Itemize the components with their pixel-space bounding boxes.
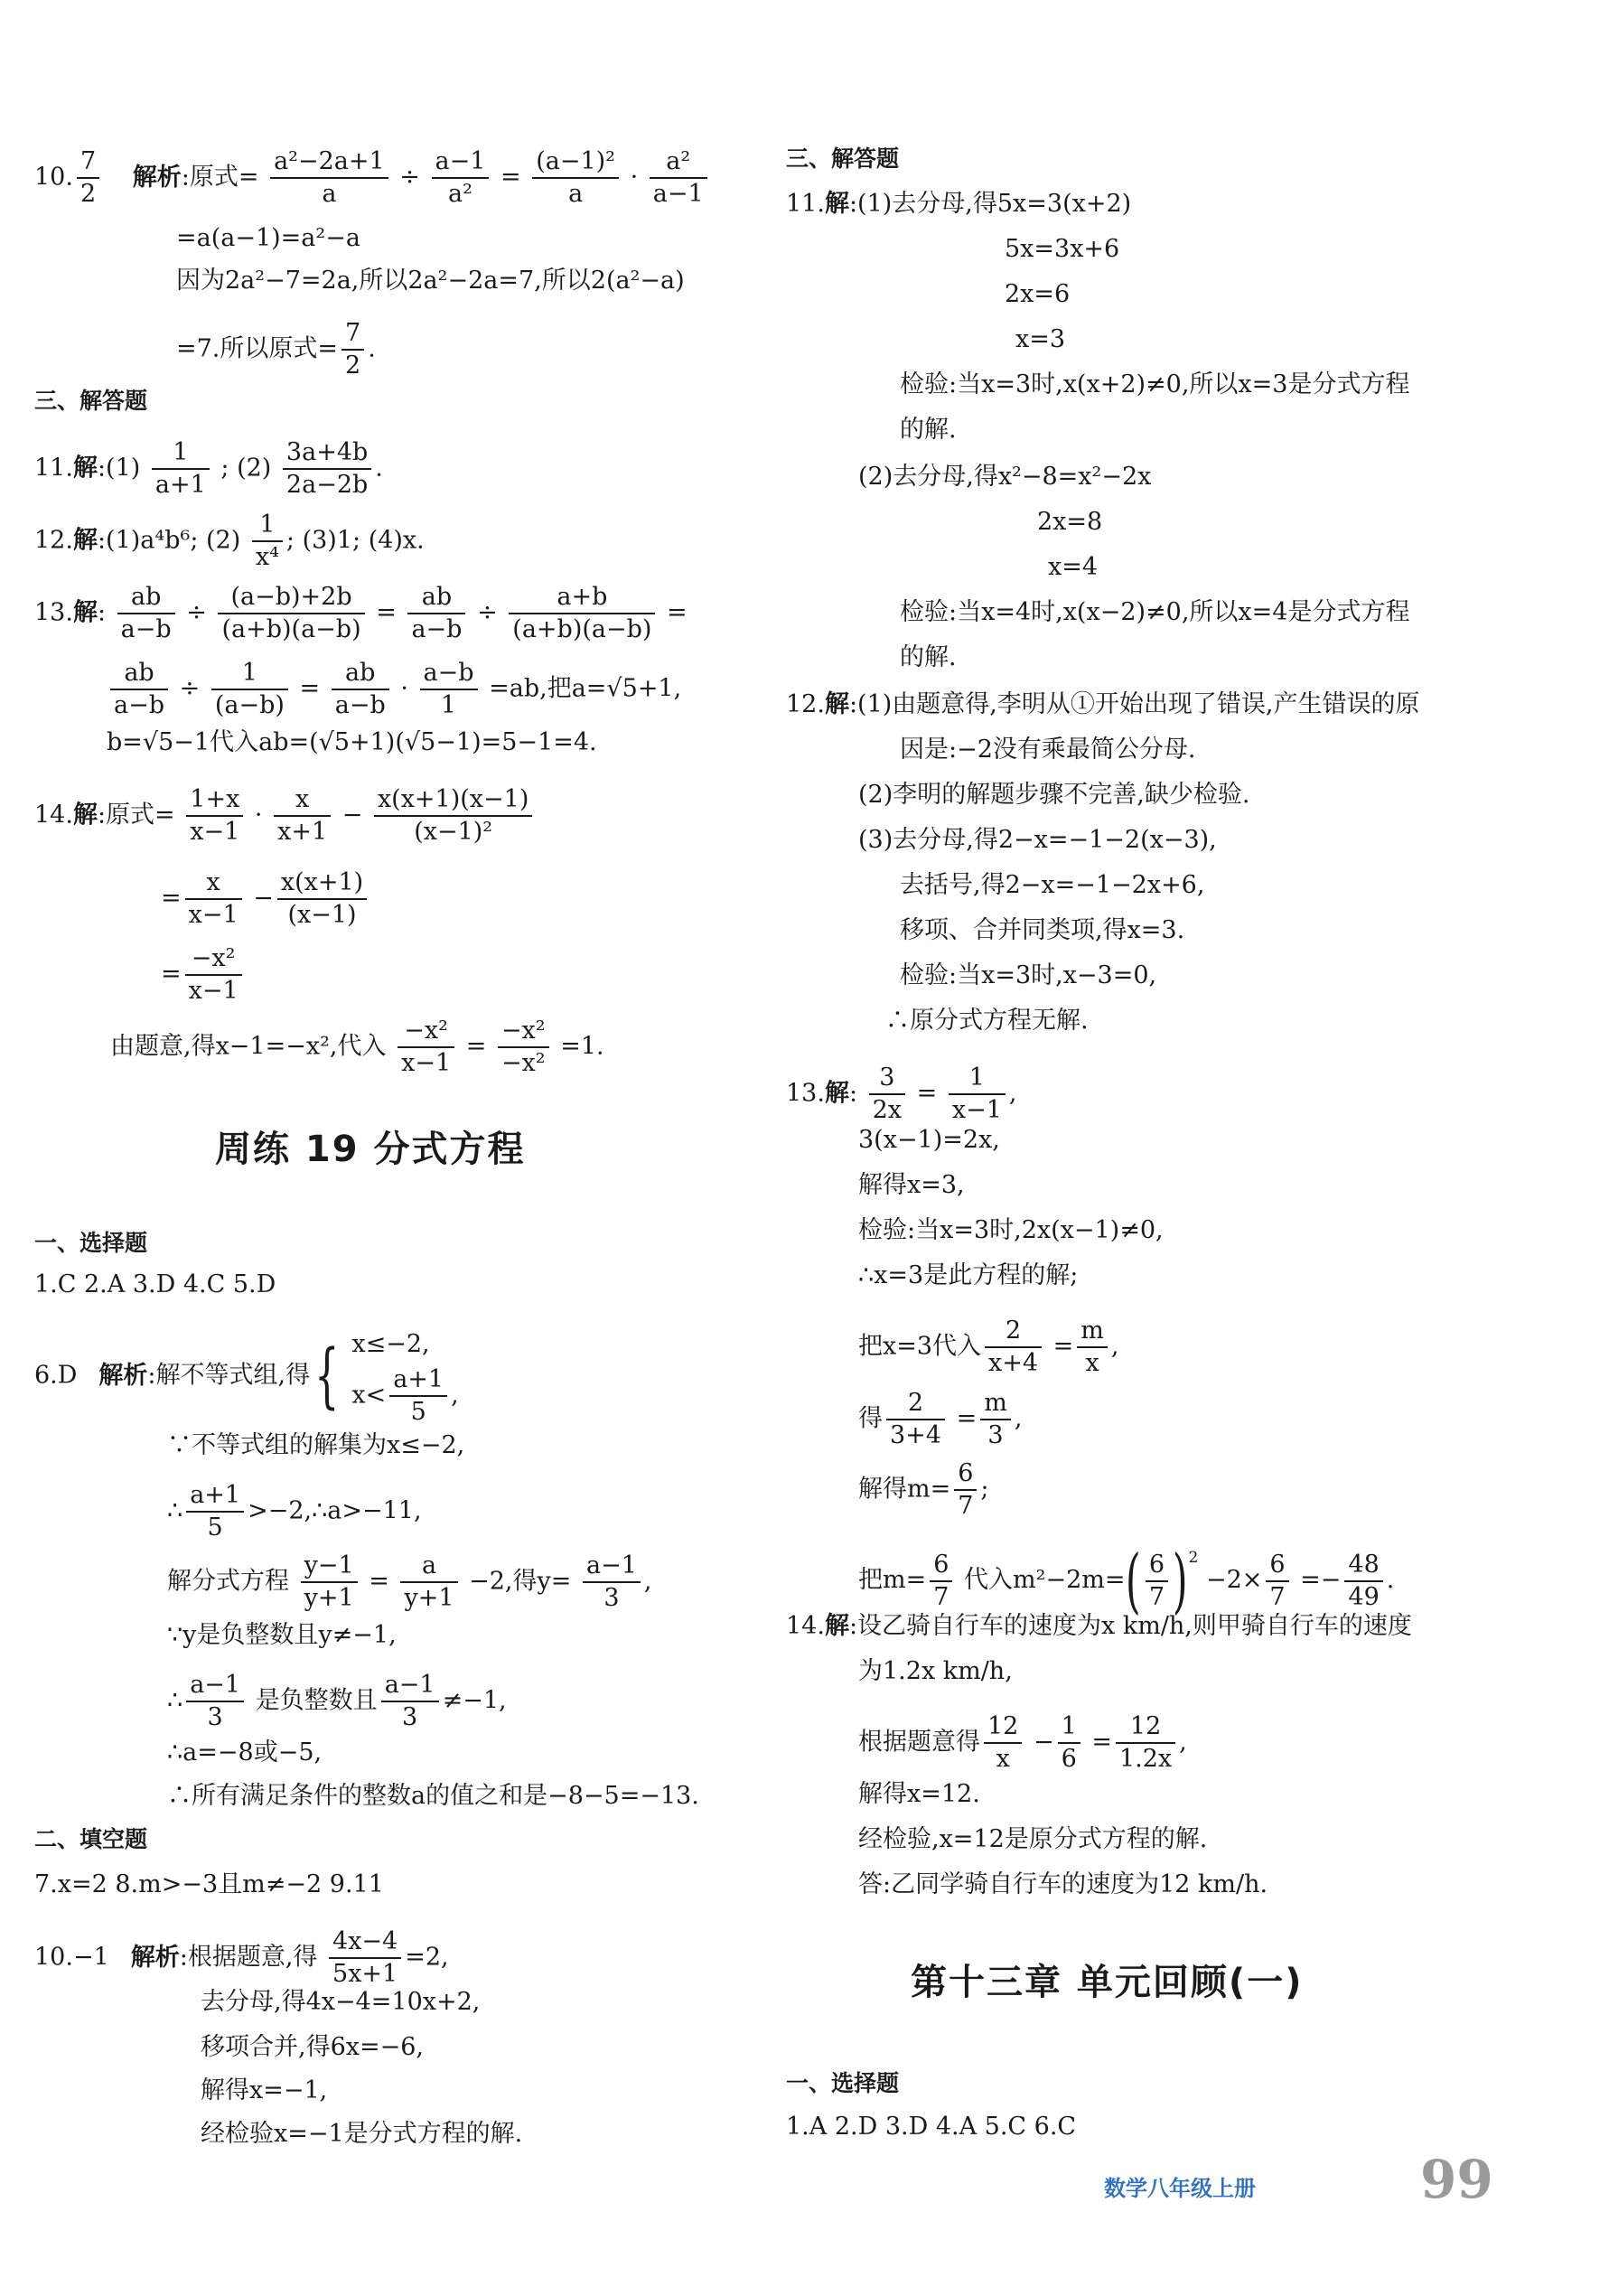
r-q11-l4: x=3 (1015, 325, 1066, 353)
r-q14-l5: 经检验,x=12是原分式方程的解. (858, 1825, 1208, 1853)
r-q12-l4: (3)去分母,得2−x=−1−2(x−3), (858, 826, 1217, 854)
r-q11-l9: x=4 (1048, 553, 1099, 581)
r-q12-l3: (2)李明的解题步骤不完善,缺少检验. (858, 781, 1250, 809)
r-q11-l1: 11.解:(1)去分母,得5x=3(x+2) (786, 190, 1132, 218)
r-q11-l6: 的解. (900, 416, 957, 444)
q6-line3: ∴ $\frac{a+1}{5}$ >−2,∴a>−11, (167, 1481, 422, 1542)
choice-answers-right: 1.A 2.D 3.D 4.A 5.C 6.C (786, 2113, 1077, 2141)
r-q11-l8: 2x=8 (1037, 508, 1103, 536)
q6-line6: ∴ $\frac{a-1}{3}$ 是负整数且 $\frac{a-1}{3}$ ≠−1, (167, 1671, 507, 1731)
section-heading-answers-right: 三、解答题 (786, 145, 900, 172)
q6-line5: ∵y是负整数且y≠−1, (167, 1621, 397, 1649)
q6-line8: ∴所有满足条件的整数a的值之和是−8−5=−13. (167, 1782, 699, 1810)
r-q13-l8: 解得m= $\frac{6}{7}$ ; (858, 1459, 989, 1520)
r-q12-l1: 12.解:(1)由题意得,李明从①开始出现了错误,产生错误的原 (786, 690, 1420, 718)
q14-line2: = $\frac{x}{x-1}$ − $\frac{x(x+1)}{(x-1)}$ (161, 867, 370, 931)
r-q13-l7: 得 $\frac{2}{3+4}$ = $\frac{m}{3}$ , (858, 1389, 1023, 1449)
q13-line3: b=√5−1代入ab=(√5+1)(√5−1)=5−1=4. (107, 728, 597, 756)
fill-answers: 7.x=2 8.m>−3且m≠−2 9.11 (34, 1870, 384, 1898)
section-title-unit-review: 第十三章 单元回顾(一) (911, 1962, 1304, 2003)
q13-line1: 13.解: $\frac{ab}{a-b}$ ÷ $\frac{(a-b)+2b}{(a+b)(a-b)}$ = $\frac{ab}{a-b}$ ÷ $\frac{a+b}{(a+b)(a-b)}$ = (34, 583, 688, 643)
r-q13-l9: 把m= $\frac{6}{7}$ 代入m²−2m=( $\frac{6}{7}$ )$^2$ −2× $\frac{6}{7}$ =− $\frac{48}{49}$ . (858, 1540, 1395, 1622)
q10-line3: 因为2a²−7=2a,所以2a²−2a=7,所以2(a²−a) (176, 267, 685, 295)
r-q14-l6: 答:乙同学骑自行车的速度为12 km/h. (858, 1870, 1268, 1898)
r-q13-l3: 解得x=3, (858, 1171, 965, 1199)
q10-line1: 10. $\frac{7}{2}$ 解析:原式= $\frac{\text{a²−2a+1}}{a}$ ÷ $\frac{a-1}{\text{a²}}$ = $\frac{\text{(a−1)²}}{a}$ · $\frac{\text{a²}}{a-1}$ (34, 146, 711, 210)
q13-line2: $\frac{ab}{a-b}$ ÷ $\frac{1}{(a-b)}$ = $\frac{ab}{a-b}$ · $\frac{a-b}{1}$ =ab,把a=√5+1, (107, 658, 681, 721)
r-q11-l3: 2x=6 (1005, 280, 1071, 308)
q10-fill-line2: 去分母,得4x−4=10x+2, (201, 1988, 481, 2016)
r-q13-l1: 13.解: $\frac{3}{2x}$ = $\frac{1}{x-1}$ , (786, 1064, 1017, 1124)
r-q11-l5: 检验:当x=3时,x(x+2)≠0,所以x=3是分式方程 (900, 370, 1410, 398)
r-q14-l2: 为1.2x km/h, (858, 1657, 1013, 1685)
section-heading-answers: 三、解答题 (34, 388, 148, 414)
q10-fill-line1: 10.−1 解析:根据题意,得 $\frac{4x-4}{5x+1}$ =2, (34, 1927, 449, 1988)
r-q13-l4: 检验:当x=3时,2x(x−1)≠0, (858, 1216, 1164, 1244)
r-q12-l8: ∴原分式方程无解. (885, 1007, 1089, 1035)
q12-answer: 12.解:(1)a⁴b⁶; (2) $\frac{1}{\text{x⁴}}$ ; (3)1; (4)x. (34, 511, 425, 571)
r-q14-l4: 解得x=12. (858, 1780, 980, 1808)
r-q12-l2: 因是:−2没有乘最简公分母. (900, 736, 1196, 764)
r-q11-l10: 检验:当x=4时,x(x−2)≠0,所以x=4是分式方程 (900, 598, 1410, 626)
section-heading-choice: 一、选择题 (34, 1230, 148, 1256)
q6-line4: 解分式方程 $\frac{y-1}{y+1}$ = $\frac{a}{y+1}$ −2,得y= $\frac{a-1}{3}$ , (167, 1551, 652, 1612)
section-heading-choice-right: 一、选择题 (786, 2070, 900, 2096)
r-q14-l1: 14.解:设乙骑自行车的速度为x km/h,则甲骑自行车的速度 (786, 1612, 1412, 1640)
r-q12-l6: 移项、合并同类项,得x=3. (900, 916, 1185, 944)
r-q11-l11: 的解. (900, 643, 957, 671)
q14-line1: 14.解:原式= $\frac{1+x}{x-1}$ · $\frac{x}{x+1}$ − $\frac{x(x+1)(x-1)}{\text{(x−1)²}}$ (34, 784, 536, 848)
choice-answers: 1.C 2.A 3.D 4.C 5.D (34, 1270, 276, 1298)
q14-line4: 由题意,得x−1=−x²,代入 $\frac{\text{−x²}}{x-1}$ = $\frac{\text{−x²}}{\text{−x²}}$ =1. (110, 1017, 604, 1077)
q10-fill-line4: 解得x=−1, (201, 2076, 328, 2104)
r-q11-l7: (2)去分母,得x²−8=x²−2x (858, 463, 1152, 491)
section-heading-fill: 二、填空题 (34, 1826, 148, 1852)
r-q12-l7: 检验:当x=3时,x−3=0, (900, 961, 1157, 989)
footer-book-title: 数学八年级上册 (1104, 2176, 1256, 2201)
q6-line2: ∵不等式组的解集为x≤−2, (167, 1431, 465, 1459)
r-q12-l5: 去括号,得2−x=−1−2x+6, (900, 871, 1205, 899)
section-title-weekly-19: 周练 19 分式方程 (215, 1129, 526, 1170)
q10-fill-line5: 经检验x=−1是分式方程的解. (201, 2120, 523, 2148)
r-q14-l3: 根据题意得 $\frac{12}{x}$ − $\frac{1}{6}$ = $\frac{12}{1.2x}$ , (858, 1712, 1187, 1773)
r-q13-l5: ∴x=3是此方程的解; (858, 1261, 1079, 1289)
q10-line4: =7.所以原式= $\frac{7}{2}$ . (176, 319, 376, 380)
q11-answer: 11.解:(1) $\frac{1}{a+1}$ ; (2) $\frac{3a+4b}{2a-2b}$ . (34, 438, 383, 499)
r-q13-l6: 把x=3代入 $\frac{2}{x+4}$ = $\frac{m}{x}$ , (858, 1317, 1119, 1377)
q6-line7: ∴a=−8或−5, (167, 1738, 323, 1767)
q14-line3: = $\frac{\text{−x²}}{x-1}$ (161, 943, 246, 1007)
q10-line2: =a(a−1)=a²−a (176, 224, 360, 252)
r-q11-l2: 5x=3x+6 (1005, 235, 1120, 263)
r-q13-l2: 3(x−1)=2x, (858, 1126, 1000, 1154)
page-number: 99 (1420, 2149, 1493, 2210)
q6-line1: 6.D 解析:解不等式组,得{ x≤−2, x< $\frac{a+1}{5}$ , (34, 1330, 459, 1426)
q10-fill-line3: 移项合并,得6x=−6, (201, 2033, 424, 2061)
